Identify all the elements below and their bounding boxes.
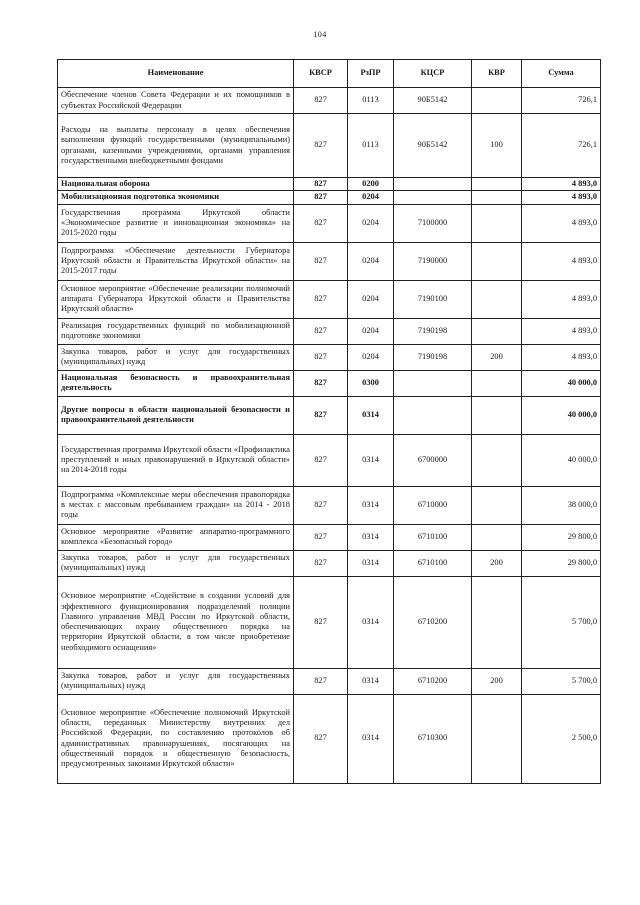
row-kvsr: 827 <box>294 88 348 114</box>
row-kvsr: 827 <box>294 191 348 204</box>
row-kvr <box>472 694 522 783</box>
table-row <box>58 88 601 114</box>
row-kvr: 200 <box>472 344 522 370</box>
page-number: 104 <box>313 30 327 39</box>
row-kvsr: 827 <box>294 576 348 668</box>
row-kcsr: 90Б5142 <box>394 88 472 114</box>
row-name: Основное мероприятие «Содействие в создании условий для эффективного функционирования подразделений полиции Главного управления МВД России по Иркутской области, обеспечивающих охрану общественного порядка на территории Иркутской области, в том числе приобретение необходимого оснащения» <box>58 576 294 668</box>
row-sum: 2 500,0 <box>522 694 601 783</box>
table-row <box>58 191 601 204</box>
row-kvsr: 827 <box>294 550 348 576</box>
row-sum: 4 893,0 <box>522 344 601 370</box>
row-rzpr: 0204 <box>348 242 394 280</box>
row-kvsr: 827 <box>294 694 348 783</box>
row-kcsr <box>394 370 472 396</box>
row-kvsr: 827 <box>294 524 348 550</box>
row-sum: 40 000,0 <box>522 370 601 396</box>
row-kvr: 200 <box>472 550 522 576</box>
row-name: Закупка товаров, работ и услуг для государственных (муниципальных) нужд <box>58 668 294 694</box>
row-kvr <box>472 524 522 550</box>
row-name: Другие вопросы в области национальной безопасности и правоохранительной деятельности <box>58 396 294 434</box>
row-rzpr: 0314 <box>348 486 394 524</box>
row-name: Подпрограмма «Обеспечение деятельности Губернатора Иркутской области и Правительства Иркутской области» на 2015-2017 годы <box>58 242 294 280</box>
row-kcsr: 7100000 <box>394 204 472 242</box>
row-rzpr: 0314 <box>348 524 394 550</box>
row-rzpr: 0314 <box>348 434 394 486</box>
row-kcsr: 7190198 <box>394 318 472 344</box>
row-sum: 29 800,0 <box>522 550 601 576</box>
row-kcsr: 90Б5142 <box>394 114 472 178</box>
row-kcsr: 7190100 <box>394 280 472 318</box>
row-name: Основное мероприятие «Обеспечение реализации полномочий аппарата Губернатора Иркутской области и Правительства Иркутской области» <box>58 280 294 318</box>
row-sum: 4 893,0 <box>522 242 601 280</box>
row-name: Национальная безопасность и правоохранительная деятельность <box>58 370 294 396</box>
row-kvr <box>472 318 522 344</box>
row-rzpr: 0300 <box>348 370 394 396</box>
table-row <box>58 280 601 318</box>
row-kvr <box>472 370 522 396</box>
row-sum: 726,1 <box>522 88 601 114</box>
row-rzpr: 0204 <box>348 344 394 370</box>
row-kvsr: 827 <box>294 178 348 191</box>
row-name: Мобилизационная подготовка экономики <box>58 191 294 204</box>
row-name: Основное мероприятие «Обеспечение полномочий Иркутской области, переданных Министерству внутренних дел Российской Федерации, по составлению протоколов об административных правонарушениях, посягающих на общественный порядок и общественную безопасность, предусмотренных законами Иркутской области» <box>58 694 294 783</box>
header-kvsr: КВСР <box>294 60 348 88</box>
row-kvr <box>472 88 522 114</box>
row-rzpr: 0204 <box>348 204 394 242</box>
row-name: Закупка товаров, работ и услуг для государственных (муниципальных) нужд <box>58 550 294 576</box>
table-row <box>58 486 601 524</box>
row-kcsr: 7190000 <box>394 242 472 280</box>
row-kvr <box>472 242 522 280</box>
row-kvr <box>472 280 522 318</box>
table-row <box>58 344 601 370</box>
row-kvr <box>472 191 522 204</box>
header-name: Наименование <box>58 60 294 88</box>
row-kvr <box>472 576 522 668</box>
row-sum: 4 893,0 <box>522 318 601 344</box>
row-name: Подпрограмма «Комплексные меры обеспечения правопорядка в местах с массовым пребыванием граждан» на 2014 - 2018 годы <box>58 486 294 524</box>
header-rzpr: РзПР <box>348 60 394 88</box>
row-kvr <box>472 178 522 191</box>
row-name: Основное мероприятие «Развитие аппаратно-программного комплекса «Безопасный город» <box>58 524 294 550</box>
row-kvr <box>472 204 522 242</box>
row-kvsr: 827 <box>294 370 348 396</box>
row-kvsr: 827 <box>294 204 348 242</box>
row-kvr <box>472 396 522 434</box>
row-kvsr: 827 <box>294 396 348 434</box>
row-sum: 4 893,0 <box>522 191 601 204</box>
row-rzpr: 0314 <box>348 576 394 668</box>
table-row <box>58 550 601 576</box>
row-rzpr: 0314 <box>348 396 394 434</box>
row-kcsr: 6710000 <box>394 486 472 524</box>
row-kcsr: 6710100 <box>394 524 472 550</box>
row-kvsr: 827 <box>294 344 348 370</box>
row-kcsr: 6710300 <box>394 694 472 783</box>
table-row <box>58 204 601 242</box>
row-sum: 4 893,0 <box>522 280 601 318</box>
row-kcsr <box>394 178 472 191</box>
table-row <box>58 694 601 783</box>
header-sum: Сумма <box>522 60 601 88</box>
table-row <box>58 576 601 668</box>
row-kvsr: 827 <box>294 114 348 178</box>
row-rzpr: 0314 <box>348 550 394 576</box>
row-name: Государственная программа Иркутской области «Экономическое развитие и инновационная экономика» на 2015-2020 годы <box>58 204 294 242</box>
row-kcsr <box>394 191 472 204</box>
row-sum: 40 000,0 <box>522 396 601 434</box>
row-kcsr: 6710100 <box>394 550 472 576</box>
row-rzpr: 0200 <box>348 178 394 191</box>
table-row <box>58 396 601 434</box>
row-name: Реализация государственных функций по мобилизационной подготовке экономики <box>58 318 294 344</box>
header-kvr: КВР <box>472 60 522 88</box>
row-kcsr: 6710200 <box>394 576 472 668</box>
row-kvr <box>472 434 522 486</box>
row-sum: 5 700,0 <box>522 576 601 668</box>
table-header-row <box>58 60 601 88</box>
row-kvsr: 827 <box>294 434 348 486</box>
row-rzpr: 0204 <box>348 280 394 318</box>
table-row <box>58 434 601 486</box>
row-rzpr: 0314 <box>348 694 394 783</box>
row-name: Национальная оборона <box>58 178 294 191</box>
row-kvr: 100 <box>472 114 522 178</box>
row-name: Государственная программа Иркутской области «Профилактика преступлений и иных правонарушений в Иркутской области» на 2014-2018 годы <box>58 434 294 486</box>
row-kvsr: 827 <box>294 668 348 694</box>
row-rzpr: 0113 <box>348 88 394 114</box>
table-row <box>58 524 601 550</box>
row-kvsr: 827 <box>294 318 348 344</box>
row-sum: 40 000,0 <box>522 434 601 486</box>
row-rzpr: 0204 <box>348 191 394 204</box>
table-row <box>58 242 601 280</box>
row-sum: 38 000,0 <box>522 486 601 524</box>
table-row <box>58 318 601 344</box>
row-rzpr: 0314 <box>348 668 394 694</box>
table-row <box>58 668 601 694</box>
row-name: Обеспечение членов Совета Федерации и их помощников в субъектах Российской Федерации <box>58 88 294 114</box>
row-rzpr: 0204 <box>348 318 394 344</box>
row-kvsr: 827 <box>294 242 348 280</box>
row-sum: 726,1 <box>522 114 601 178</box>
row-kvsr: 827 <box>294 486 348 524</box>
budget-table <box>57 59 601 784</box>
row-kvsr: 827 <box>294 280 348 318</box>
row-sum: 4 893,0 <box>522 204 601 242</box>
table-row <box>58 178 601 191</box>
row-kcsr: 6710200 <box>394 668 472 694</box>
row-sum: 4 893,0 <box>522 178 601 191</box>
row-name: Расходы на выплаты персоналу в целях обеспечения выполнения функций государственными (муниципальными) органами, казенными учреждениями, органами управления государственными внебюджетными фондами <box>58 114 294 178</box>
row-name: Закупка товаров, работ и услуг для государственных (муниципальных) нужд <box>58 344 294 370</box>
row-rzpr: 0113 <box>348 114 394 178</box>
row-kcsr <box>394 396 472 434</box>
row-kcsr: 7190198 <box>394 344 472 370</box>
row-sum: 29 800,0 <box>522 524 601 550</box>
row-sum: 5 700,0 <box>522 668 601 694</box>
table-row <box>58 114 601 178</box>
table-row <box>58 370 601 396</box>
row-kvr: 200 <box>472 668 522 694</box>
row-kvr <box>472 486 522 524</box>
row-kcsr: 6700000 <box>394 434 472 486</box>
header-kcsr: КЦСР <box>394 60 472 88</box>
